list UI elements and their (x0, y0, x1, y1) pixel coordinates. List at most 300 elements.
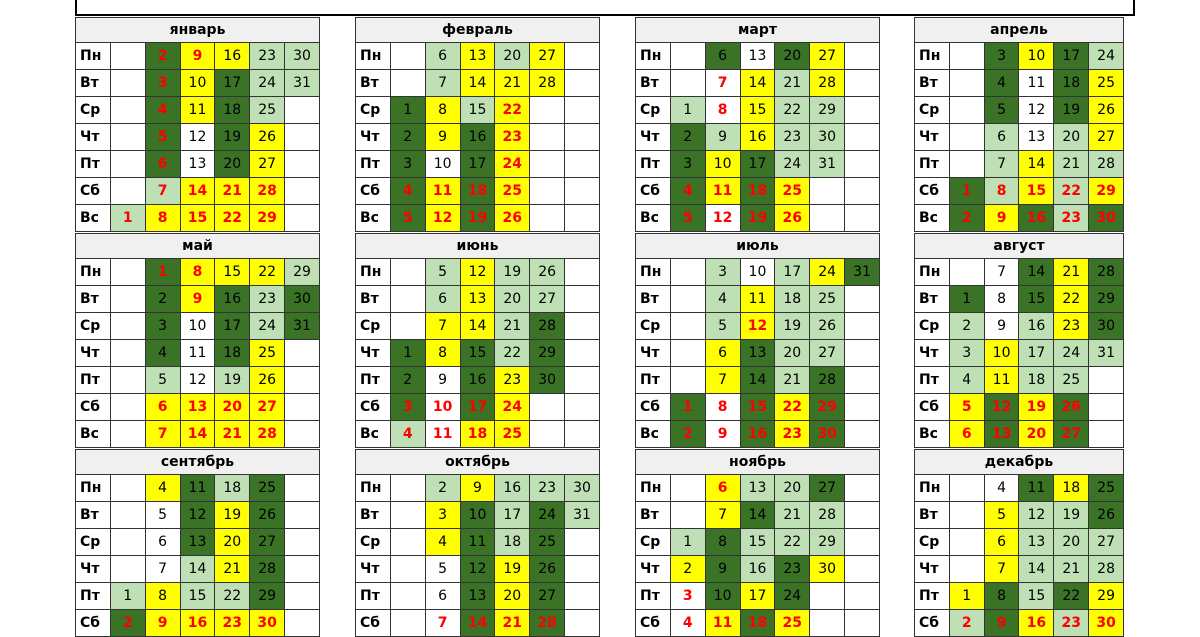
empty-cell (565, 583, 600, 610)
empty-cell (949, 151, 984, 178)
weekday-label: Вс (356, 205, 391, 232)
day-cell: 25 (250, 340, 285, 367)
empty-cell (565, 340, 600, 367)
empty-cell (845, 178, 880, 205)
day-cell: 8 (145, 205, 180, 232)
weekday-label: Ср (76, 529, 111, 556)
empty-cell (390, 529, 425, 556)
day-cell: 24 (250, 313, 285, 340)
empty-cell (949, 97, 984, 124)
day-cell: 23 (215, 610, 250, 637)
day-cell: 10 (460, 502, 495, 529)
empty-cell (390, 259, 425, 286)
day-cell: 5 (670, 205, 705, 232)
empty-cell (810, 205, 845, 232)
day-cell: 18 (215, 475, 250, 502)
day-cell: 6 (705, 43, 740, 70)
day-cell: 23 (775, 124, 810, 151)
day-cell: 8 (425, 340, 460, 367)
month-table (635, 449, 880, 637)
day-cell: 13 (460, 286, 495, 313)
day-cell: 9 (984, 610, 1019, 637)
day-cell: 3 (390, 394, 425, 421)
day-cell: 20 (215, 394, 250, 421)
empty-cell (845, 421, 880, 448)
day-cell: 15 (1019, 286, 1054, 313)
month-table (75, 449, 320, 637)
day-cell: 19 (775, 313, 810, 340)
empty-cell (565, 529, 600, 556)
empty-cell (390, 610, 425, 637)
weekday-label: Пт (915, 367, 950, 394)
day-cell: 7 (705, 70, 740, 97)
empty-cell (810, 178, 845, 205)
empty-cell (390, 475, 425, 502)
day-cell: 24 (775, 583, 810, 610)
day-cell: 27 (250, 394, 285, 421)
day-cell: 9 (705, 556, 740, 583)
day-cell: 16 (215, 43, 250, 70)
day-cell: 14 (460, 610, 495, 637)
day-cell: 1 (670, 97, 705, 124)
day-cell: 22 (1054, 286, 1089, 313)
day-cell: 6 (145, 529, 180, 556)
weekday-label: Сб (76, 610, 111, 637)
day-cell: 11 (984, 367, 1019, 394)
weekday-label: Пт (356, 151, 391, 178)
empty-cell (845, 97, 880, 124)
day-cell: 21 (215, 421, 250, 448)
day-cell: 12 (180, 124, 215, 151)
day-cell: 30 (1089, 313, 1124, 340)
day-cell: 23 (495, 124, 530, 151)
day-cell: 26 (250, 367, 285, 394)
day-cell: 29 (250, 583, 285, 610)
day-cell: 19 (495, 259, 530, 286)
day-cell: 4 (670, 178, 705, 205)
day-cell: 1 (949, 286, 984, 313)
day-cell: 28 (1089, 259, 1124, 286)
empty-cell (949, 529, 984, 556)
day-cell: 11 (180, 340, 215, 367)
day-cell: 24 (495, 151, 530, 178)
empty-cell (285, 610, 320, 637)
empty-cell (530, 421, 565, 448)
day-cell: 7 (705, 367, 740, 394)
day-cell: 29 (1089, 286, 1124, 313)
day-cell: 18 (460, 178, 495, 205)
empty-cell (670, 340, 705, 367)
empty-cell (565, 43, 600, 70)
day-cell: 26 (250, 124, 285, 151)
day-cell: 17 (215, 70, 250, 97)
weekday-label: Пт (76, 151, 111, 178)
day-cell: 8 (425, 97, 460, 124)
month-name: январь (76, 18, 320, 43)
day-cell: 2 (949, 610, 984, 637)
day-cell: 3 (670, 151, 705, 178)
day-cell: 6 (705, 475, 740, 502)
day-cell: 9 (705, 421, 740, 448)
empty-cell (285, 205, 320, 232)
day-cell: 18 (1019, 367, 1054, 394)
day-cell: 30 (285, 43, 320, 70)
day-cell: 30 (250, 610, 285, 637)
empty-cell (565, 70, 600, 97)
day-cell: 6 (145, 151, 180, 178)
day-cell: 14 (460, 313, 495, 340)
weekday-label: Вт (356, 502, 391, 529)
day-cell: 24 (495, 394, 530, 421)
day-cell: 18 (460, 421, 495, 448)
day-cell: 7 (425, 70, 460, 97)
day-cell: 16 (460, 367, 495, 394)
empty-cell (530, 97, 565, 124)
weekday-label: Вт (356, 70, 391, 97)
month-table (635, 233, 880, 448)
day-cell: 13 (740, 43, 775, 70)
month-name: февраль (356, 18, 600, 43)
empty-cell (565, 259, 600, 286)
empty-cell (285, 97, 320, 124)
empty-cell (530, 205, 565, 232)
day-cell: 4 (670, 610, 705, 637)
day-cell: 16 (740, 421, 775, 448)
day-cell: 26 (530, 556, 565, 583)
day-cell: 29 (285, 259, 320, 286)
weekday-label: Вс (915, 421, 950, 448)
empty-cell (845, 340, 880, 367)
day-cell: 9 (705, 124, 740, 151)
empty-cell (285, 556, 320, 583)
weekday-label: Пт (356, 367, 391, 394)
weekday-label: Сб (76, 394, 111, 421)
day-cell: 7 (145, 178, 180, 205)
day-cell: 17 (1019, 340, 1054, 367)
day-cell: 18 (495, 529, 530, 556)
empty-cell (845, 367, 880, 394)
empty-cell (285, 502, 320, 529)
weekday-label: Вс (76, 205, 111, 232)
day-cell: 27 (810, 475, 845, 502)
day-cell: 26 (250, 502, 285, 529)
day-cell: 13 (1019, 529, 1054, 556)
empty-cell (1089, 394, 1124, 421)
empty-cell (670, 70, 705, 97)
day-cell: 4 (984, 70, 1019, 97)
empty-cell (110, 502, 145, 529)
day-cell: 24 (1089, 43, 1124, 70)
day-cell: 14 (180, 556, 215, 583)
day-cell: 3 (670, 583, 705, 610)
day-cell: 11 (180, 475, 215, 502)
page-title (75, 0, 1135, 16)
day-cell: 27 (810, 43, 845, 70)
day-cell: 14 (180, 178, 215, 205)
weekday-label: Ср (636, 529, 671, 556)
day-cell: 25 (250, 475, 285, 502)
empty-cell (670, 43, 705, 70)
day-cell: 30 (1089, 205, 1124, 232)
day-cell: 27 (530, 286, 565, 313)
day-cell: 28 (1089, 151, 1124, 178)
day-cell: 12 (740, 313, 775, 340)
weekday-label: Пн (356, 43, 391, 70)
weekday-label: Ср (356, 97, 391, 124)
empty-cell (530, 178, 565, 205)
empty-cell (285, 340, 320, 367)
day-cell: 25 (1089, 70, 1124, 97)
day-cell: 7 (425, 610, 460, 637)
day-cell: 21 (215, 556, 250, 583)
weekday-label: Чт (636, 340, 671, 367)
day-cell: 26 (810, 313, 845, 340)
empty-cell (949, 259, 984, 286)
day-cell: 7 (984, 259, 1019, 286)
day-cell: 19 (495, 556, 530, 583)
empty-cell (845, 529, 880, 556)
empty-cell (285, 529, 320, 556)
empty-cell (530, 394, 565, 421)
empty-cell (565, 313, 600, 340)
weekday-label: Пн (915, 475, 950, 502)
empty-cell (845, 70, 880, 97)
day-cell: 19 (740, 205, 775, 232)
day-cell: 7 (984, 151, 1019, 178)
day-cell: 10 (180, 313, 215, 340)
weekday-label: Пн (356, 259, 391, 286)
day-cell: 16 (460, 124, 495, 151)
day-cell: 21 (775, 367, 810, 394)
weekday-label: Пт (636, 151, 671, 178)
empty-cell (845, 610, 880, 637)
day-cell: 11 (1019, 70, 1054, 97)
day-cell: 17 (775, 259, 810, 286)
day-cell: 30 (565, 475, 600, 502)
empty-cell (565, 610, 600, 637)
weekday-label: Пт (915, 583, 950, 610)
day-cell: 25 (1054, 367, 1089, 394)
day-cell: 30 (285, 286, 320, 313)
weekday-label: Вс (76, 421, 111, 448)
empty-cell (565, 421, 600, 448)
day-cell: 14 (460, 70, 495, 97)
weekday-label: Пт (915, 151, 950, 178)
day-cell: 11 (180, 97, 215, 124)
weekday-label: Чт (356, 556, 391, 583)
day-cell: 8 (705, 529, 740, 556)
day-cell: 15 (740, 394, 775, 421)
weekday-label: Пн (76, 43, 111, 70)
day-cell: 26 (495, 205, 530, 232)
day-cell: 14 (740, 502, 775, 529)
day-cell: 22 (1054, 583, 1089, 610)
empty-cell (670, 313, 705, 340)
day-cell: 11 (1019, 475, 1054, 502)
weekday-label: Ср (76, 97, 111, 124)
empty-cell (845, 205, 880, 232)
day-cell: 22 (775, 529, 810, 556)
weekday-label: Пн (76, 475, 111, 502)
day-cell: 25 (495, 421, 530, 448)
day-cell: 4 (390, 178, 425, 205)
weekday-label: Чт (76, 124, 111, 151)
day-cell: 1 (949, 583, 984, 610)
day-cell: 3 (949, 340, 984, 367)
day-cell: 22 (215, 583, 250, 610)
weekday-label: Вс (636, 205, 671, 232)
empty-cell (110, 43, 145, 70)
day-cell: 5 (984, 97, 1019, 124)
empty-cell (949, 502, 984, 529)
month-name: июнь (356, 234, 600, 259)
day-cell: 21 (495, 313, 530, 340)
empty-cell (845, 475, 880, 502)
day-cell: 20 (1019, 421, 1054, 448)
weekday-label: Ср (915, 529, 950, 556)
weekday-label: Ср (76, 313, 111, 340)
day-cell: 29 (810, 394, 845, 421)
day-cell: 8 (180, 259, 215, 286)
day-cell: 23 (775, 556, 810, 583)
empty-cell (949, 70, 984, 97)
day-cell: 1 (145, 259, 180, 286)
day-cell: 27 (250, 529, 285, 556)
day-cell: 14 (740, 70, 775, 97)
day-cell: 23 (530, 475, 565, 502)
day-cell: 5 (705, 313, 740, 340)
day-cell: 20 (495, 43, 530, 70)
day-cell: 25 (495, 178, 530, 205)
day-cell: 5 (145, 502, 180, 529)
empty-cell (530, 124, 565, 151)
day-cell: 12 (180, 367, 215, 394)
weekday-label: Чт (356, 124, 391, 151)
day-cell: 21 (775, 70, 810, 97)
empty-cell (1089, 421, 1124, 448)
day-cell: 1 (390, 340, 425, 367)
day-cell: 2 (949, 205, 984, 232)
empty-cell (949, 556, 984, 583)
day-cell: 13 (460, 43, 495, 70)
empty-cell (810, 610, 845, 637)
day-cell: 4 (145, 475, 180, 502)
day-cell: 27 (810, 340, 845, 367)
weekday-label: Вт (636, 70, 671, 97)
empty-cell (285, 367, 320, 394)
weekday-label: Пт (76, 367, 111, 394)
day-cell: 12 (984, 394, 1019, 421)
day-cell: 6 (425, 43, 460, 70)
day-cell: 2 (949, 313, 984, 340)
day-cell: 22 (775, 394, 810, 421)
empty-cell (110, 475, 145, 502)
day-cell: 10 (1019, 43, 1054, 70)
day-cell: 2 (425, 475, 460, 502)
day-cell: 15 (740, 97, 775, 124)
month-name: апрель (915, 18, 1124, 43)
weekday-label: Вс (636, 421, 671, 448)
empty-cell (285, 178, 320, 205)
empty-cell (845, 151, 880, 178)
weekday-label: Ср (636, 313, 671, 340)
day-cell: 8 (705, 97, 740, 124)
day-cell: 19 (460, 205, 495, 232)
day-cell: 21 (495, 70, 530, 97)
empty-cell (670, 367, 705, 394)
empty-cell (285, 124, 320, 151)
day-cell: 27 (1089, 529, 1124, 556)
empty-cell (390, 556, 425, 583)
day-cell: 18 (1054, 475, 1089, 502)
empty-cell (390, 43, 425, 70)
day-cell: 29 (530, 340, 565, 367)
day-cell: 5 (390, 205, 425, 232)
day-cell: 21 (215, 178, 250, 205)
day-cell: 12 (460, 556, 495, 583)
empty-cell (845, 502, 880, 529)
day-cell: 3 (425, 502, 460, 529)
day-cell: 17 (740, 583, 775, 610)
day-cell: 20 (495, 583, 530, 610)
day-cell: 4 (145, 97, 180, 124)
empty-cell (845, 394, 880, 421)
day-cell: 3 (705, 259, 740, 286)
weekday-label: Вс (356, 421, 391, 448)
empty-cell (390, 286, 425, 313)
month-table (75, 233, 320, 448)
day-cell: 9 (145, 610, 180, 637)
day-cell: 16 (1019, 313, 1054, 340)
day-cell: 1 (670, 529, 705, 556)
day-cell: 5 (949, 394, 984, 421)
day-cell: 4 (705, 286, 740, 313)
day-cell: 26 (530, 259, 565, 286)
empty-cell (110, 556, 145, 583)
day-cell: 11 (740, 286, 775, 313)
day-cell: 28 (250, 556, 285, 583)
weekday-label: Ср (356, 313, 391, 340)
weekday-label: Вт (915, 502, 950, 529)
day-cell: 5 (145, 367, 180, 394)
day-cell: 9 (180, 43, 215, 70)
weekday-label: Вт (76, 502, 111, 529)
empty-cell (565, 178, 600, 205)
day-cell: 24 (250, 70, 285, 97)
day-cell: 28 (250, 421, 285, 448)
day-cell: 25 (775, 610, 810, 637)
day-cell: 9 (425, 367, 460, 394)
month-name: ноябрь (636, 450, 880, 475)
day-cell: 17 (495, 502, 530, 529)
day-cell: 9 (425, 124, 460, 151)
empty-cell (565, 97, 600, 124)
day-cell: 10 (705, 583, 740, 610)
day-cell: 18 (1054, 70, 1089, 97)
day-cell: 14 (180, 421, 215, 448)
empty-cell (845, 43, 880, 70)
month-table (914, 449, 1124, 637)
empty-cell (110, 313, 145, 340)
day-cell: 11 (425, 178, 460, 205)
day-cell: 18 (215, 97, 250, 124)
day-cell: 12 (705, 205, 740, 232)
day-cell: 10 (984, 340, 1019, 367)
weekday-label: Вт (915, 286, 950, 313)
day-cell: 27 (530, 583, 565, 610)
day-cell: 26 (1089, 502, 1124, 529)
weekday-label: Чт (636, 556, 671, 583)
